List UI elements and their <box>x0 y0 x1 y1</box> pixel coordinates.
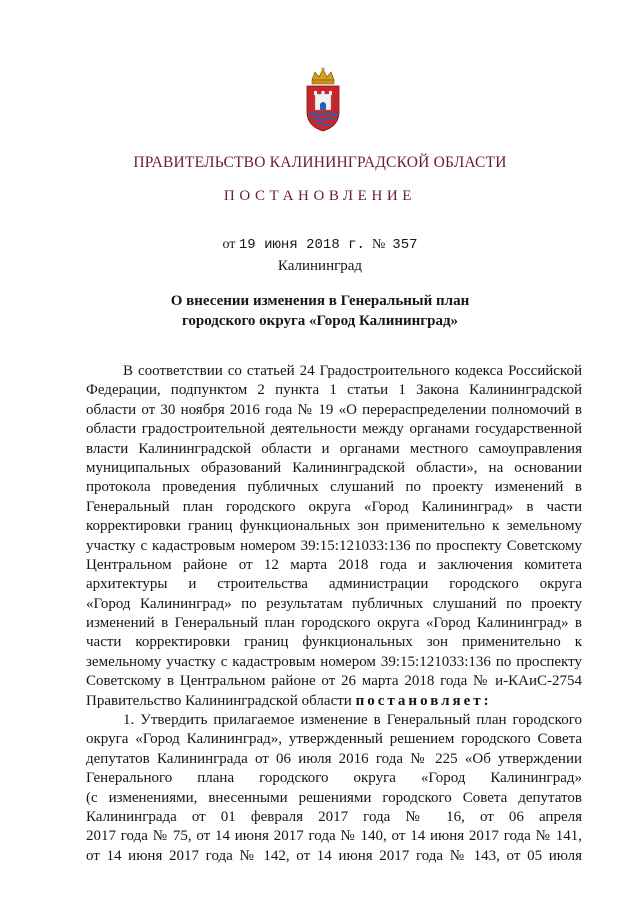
body-line: корректировки границ функциональных зон применительно к земельному <box>86 518 582 535</box>
body-line: участку с кадастровым номером 39:15:121033:136 по проспекту Советскому <box>86 537 582 554</box>
body-line: области градостроительной деятельности между органами государственной <box>86 421 582 438</box>
government-title: ПРАВИТЕЛЬСТВО КАЛИНИНГРАДСКОЙ ОБЛАСТИ <box>133 154 507 171</box>
document-body <box>86 362 582 866</box>
coat-of-arms-icon <box>303 66 343 133</box>
body-line-final <box>86 692 582 711</box>
body-line: изменений в Генеральный план городского округа «Город Калининград» в <box>86 615 582 632</box>
document-number: 357 <box>392 237 418 253</box>
item1-line: округа «Город Калининград», утвержденный решением городского Совета <box>86 731 582 748</box>
city-name: Калининград <box>277 258 363 274</box>
body-line: области от 30 ноября 2016 года № 19 «О перераспределении полномочий в <box>86 401 582 418</box>
body-line: «Город Калининград» по результатам публичных слушаний по проекту <box>86 595 582 612</box>
item1-line: 1. Утвердить прилагаемое изменение в Генеральный план городского <box>123 712 582 729</box>
body-line: В соответствии со статьей 24 Градостроительного кодекса Российской <box>123 363 582 379</box>
item1-line: от 14 июня 2017 года № 142, от 14 июня 2017 года № 143, от 05 июля <box>86 847 582 864</box>
item1-line: Генерального плана городского округа «Город Калининград» <box>86 770 582 787</box>
body-line: муниципальных образований Калининградской области», на основании <box>86 459 582 476</box>
document-type: ПОСТАНОВЛЕНИЕ <box>223 188 417 204</box>
item1-line: (с изменениями, внесенными решениями городского Совета депутатов <box>86 789 582 806</box>
subject-line: О внесении изменения в Генеральный план <box>170 293 470 309</box>
date-value: 19 июня 2018 г. <box>238 237 365 253</box>
item1-line: депутатов Калининграда от 06 июля 2016 года № 225 «Об утверждении <box>86 750 582 767</box>
body-line: земельному участку с кадастровым номером 39:15:121033:136 по проспекту <box>86 653 582 670</box>
subject-line: городского округа «Город Калининград» <box>181 313 459 329</box>
body-line: части корректировки границ функциональных зон применительно к <box>86 634 582 651</box>
body-line: Центральном районе от 12 марта 2018 года и заключения комитета <box>86 556 582 573</box>
body-line: власти Калининградской области и органами местного самоуправления <box>86 440 582 457</box>
body-line: Советскому в Центральном районе от 26 марта 2018 года № и-КАиС-2754 <box>86 673 582 690</box>
resolves-word: постановляет: <box>355 692 492 709</box>
final-line-text: Правительство Калининградской области <box>86 692 352 709</box>
date-number-line <box>0 237 640 253</box>
item1-line: Калининграда от 01 февраля 2017 года № 16, от 06 апреля <box>86 808 582 825</box>
body-line: протокола проведения публичных слушаний по проекту изменений в <box>86 479 582 496</box>
date-prefix: от <box>222 237 236 252</box>
body-line: Федерации, подпунктом 2 пункта 1 статьи 1 Закона Калининградской <box>86 382 582 399</box>
number-sign: № <box>371 237 386 252</box>
body-line: архитектуры и строительства администрации городского округа <box>86 576 582 593</box>
body-line: Генеральный план городского округа «Город Калининград» в части <box>86 498 582 515</box>
item1-line: 2017 года № 75, от 14 июня 2017 года № 140, от 14 июня 2017 года № 141, <box>86 828 582 845</box>
document-subject <box>100 291 540 331</box>
